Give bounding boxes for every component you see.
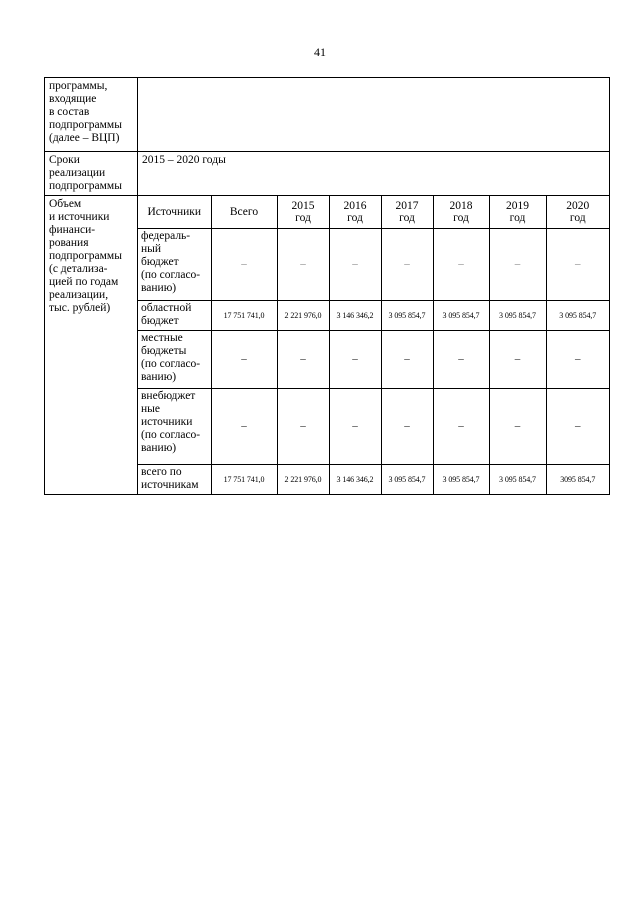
row-regional-budget: [138, 300, 609, 330]
value-2015: –: [277, 228, 329, 300]
value-2020: 3095 854,7: [546, 464, 609, 494]
value-2020: –: [546, 330, 609, 388]
label-line: подпрограммы: [49, 250, 122, 262]
value-2017: –: [381, 330, 433, 388]
label-line: подпрограммы: [49, 180, 122, 192]
header-year-2017: 2017 год: [381, 196, 433, 228]
label-line: рования: [49, 237, 89, 249]
vcp-value: [138, 78, 610, 152]
value-total: –: [211, 388, 277, 464]
subprogram-passport-table: [44, 77, 610, 495]
header-year-2015: 2015 год: [277, 196, 329, 228]
header-year-2016: 2016 год: [329, 196, 381, 228]
value-2017: –: [381, 228, 433, 300]
label-line: и источники: [49, 211, 110, 223]
row-local-budgets: [138, 330, 609, 388]
value-2018: –: [433, 388, 489, 464]
label-line: реализации: [49, 167, 106, 179]
label-line: в состав: [49, 106, 90, 118]
source-local-budgets: местные бюджеты (по согласо- ванию): [138, 330, 211, 388]
value-2020: –: [546, 388, 609, 464]
source-federal-budget: федераль- ный бюджет (по согласо- ванию): [138, 228, 211, 300]
financing-label: [45, 196, 138, 495]
value-2019: 3 095 854,7: [489, 300, 546, 330]
label-line: Объем: [49, 198, 82, 210]
value-2019: 3 095 854,7: [489, 464, 546, 494]
value-2019: –: [489, 228, 546, 300]
value-2020: –: [546, 228, 609, 300]
row-timeline: [45, 152, 610, 196]
vcp-label: [45, 78, 138, 152]
value-2018: –: [433, 330, 489, 388]
label-line: подпрограммы: [49, 119, 122, 131]
label-line: (далее – ВЦП): [49, 132, 120, 144]
timeline-value: 2015 – 2020 годы: [138, 152, 610, 196]
value-2015: –: [277, 330, 329, 388]
header-year-2018: 2018 год: [433, 196, 489, 228]
row-vcp: [45, 78, 610, 152]
value-2016: –: [329, 330, 381, 388]
financing-header-row: [138, 196, 609, 228]
timeline-label: [45, 152, 138, 196]
value-2017: 3 095 854,7: [381, 300, 433, 330]
value-2020: 3 095 854,7: [546, 300, 609, 330]
label-line: тыс. рублей): [49, 302, 111, 314]
header-sources: Источники: [138, 196, 211, 228]
value-2017: 3 095 854,7: [381, 464, 433, 494]
source-regional-budget: областной бюджет: [138, 300, 211, 330]
label-line: цией по годам: [49, 276, 119, 288]
header-year-2020: 2020 год: [546, 196, 609, 228]
label-line: Сроки: [49, 154, 80, 166]
value-2016: –: [329, 388, 381, 464]
financing-table: [138, 196, 609, 494]
row-extrabudgetary-sources: [138, 388, 609, 464]
value-2018: 3 095 854,7: [433, 300, 489, 330]
label-line: входящие: [49, 93, 97, 105]
value-2018: 3 095 854,7: [433, 464, 489, 494]
header-year-2019: 2019 год: [489, 196, 546, 228]
row-total-all-sources: [138, 464, 609, 494]
page-number: 41: [314, 45, 326, 59]
value-2016: –: [329, 228, 381, 300]
value-2016: 3 146 346,2: [329, 300, 381, 330]
value-2016: 3 146 346,2: [329, 464, 381, 494]
value-total: 17 751 741,0: [211, 300, 277, 330]
label-line: финанси-: [49, 224, 96, 236]
value-2015: 2 221 976,0: [277, 300, 329, 330]
value-total: –: [211, 330, 277, 388]
source-extrabudgetary: внебюджет ные источники (по согласо- ванию): [138, 388, 211, 464]
value-total: –: [211, 228, 277, 300]
row-federal-budget: [138, 228, 609, 300]
value-2017: –: [381, 388, 433, 464]
value-2015: 2 221 976,0: [277, 464, 329, 494]
source-total-all: всего по источникам: [138, 464, 211, 494]
value-2019: –: [489, 388, 546, 464]
financing-value: [138, 196, 610, 495]
row-financing: [45, 196, 610, 495]
header-total: Всего: [211, 196, 277, 228]
value-2015: –: [277, 388, 329, 464]
label-line: программы,: [49, 80, 108, 92]
value-2018: –: [433, 228, 489, 300]
label-line: реализации,: [49, 289, 109, 301]
label-line: (с детализа-: [49, 263, 108, 275]
value-total: 17 751 741,0: [211, 464, 277, 494]
value-2019: –: [489, 330, 546, 388]
